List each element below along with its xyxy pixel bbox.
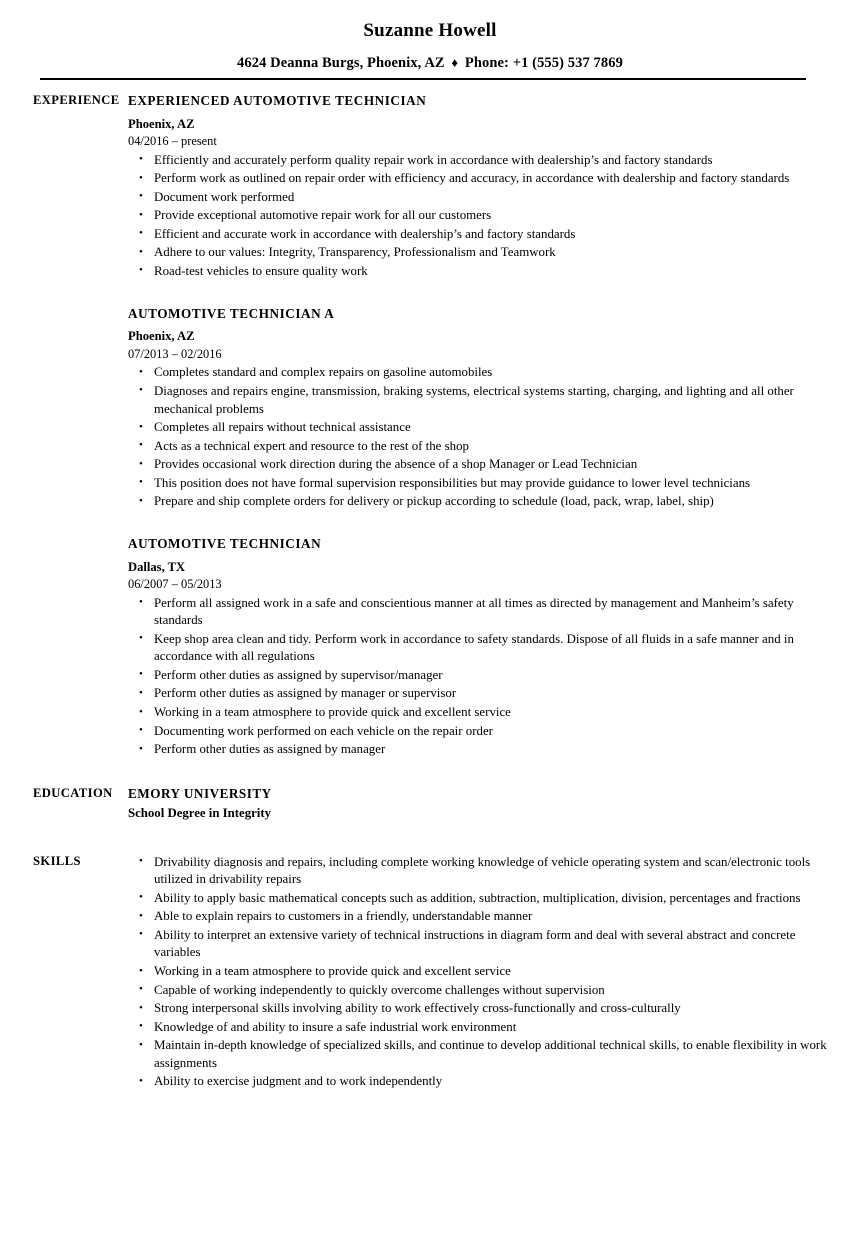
experience-entry bbox=[128, 535, 836, 759]
candidate-name: Suzanne Howell bbox=[363, 20, 497, 41]
job-responsibilities bbox=[128, 364, 836, 510]
list-item: • Perform other duties as assigned by manager bbox=[128, 741, 836, 759]
list-item: • Perform other duties as assigned by supervisor/manager bbox=[128, 667, 836, 685]
list-item: • Provides occasional work direction during the absence of a shop Manager or Lead Technician bbox=[128, 456, 836, 474]
skills-bullets bbox=[128, 854, 836, 1091]
list-item: • Able to explain repairs to customers in a friendly, understandable manner bbox=[128, 908, 836, 926]
job-title: AUTOMOTIVE TECHNICIAN bbox=[128, 535, 322, 551]
list-item: • Perform work as outlined on repair order with efficiency and accuracy, in accordance with dealership and factory standards bbox=[128, 170, 836, 188]
skills-list bbox=[128, 852, 860, 1091]
list-item: • Capable of working independently to quickly overcome challenges without supervision bbox=[128, 982, 836, 1000]
list-item: • Working in a team atmosphere to provide quick and excellent service bbox=[128, 963, 836, 981]
list-item: • Adhere to our values: Integrity, Transparency, Professionalism and Teamwork bbox=[128, 244, 836, 262]
list-item: • Document work performed bbox=[128, 189, 836, 207]
contact-address: 4624 Deanna Burgs, Phoenix, AZ bbox=[237, 54, 445, 71]
job-location: Phoenix, AZ bbox=[128, 116, 195, 131]
list-item: • Perform all assigned work in a safe and conscientious manner at all times as directed by management and Manheim’s safety standards bbox=[128, 595, 836, 630]
list-item: • Prepare and ship complete orders for delivery or pickup according to schedule (load, pack, wrap, label, ship) bbox=[128, 493, 836, 511]
list-item: • Documenting work performed on each vehicle on the repair order bbox=[128, 723, 836, 741]
list-item: • Ability to apply basic mathematical concepts such as addition, subtraction, multiplication, division, percentages and fractions bbox=[128, 890, 836, 908]
experience-entry bbox=[128, 92, 836, 281]
job-responsibilities bbox=[128, 152, 836, 281]
list-item: • Ability to exercise judgment and to work independently bbox=[128, 1073, 836, 1091]
section-label-education: EDUCATION bbox=[33, 785, 113, 800]
list-item: • Road-test vehicles to ensure quality work bbox=[128, 263, 836, 281]
job-dates: 06/2007 – 05/2013 bbox=[128, 576, 222, 591]
list-item: • Knowledge of and ability to insure a safe industrial work environment bbox=[128, 1019, 836, 1037]
list-item: • Provide exceptional automotive repair work for all our customers bbox=[128, 207, 836, 225]
job-responsibilities bbox=[128, 595, 836, 759]
list-item: • Strong interpersonal skills involving ability to work effectively cross-functionally and cross-culturally bbox=[128, 1000, 836, 1018]
resume-header bbox=[0, 0, 860, 80]
job-dates: 04/2016 – present bbox=[128, 133, 217, 148]
list-item: • Perform other duties as assigned by manager or supervisor bbox=[128, 685, 836, 703]
section-label-experience: EXPERIENCE bbox=[33, 92, 120, 107]
education-degree: School Degree in Integrity bbox=[128, 806, 271, 821]
list-item: • Efficiently and accurately perform quality repair work in accordance with dealership’s and factory standards bbox=[128, 152, 836, 170]
education-list bbox=[128, 785, 860, 823]
list-item: • Keep shop area clean and tidy. Perform work in accordance to safety standards. Dispose of all fluids in a safe manner and in accordance with all regulations bbox=[128, 631, 836, 666]
list-item: • Drivability diagnosis and repairs, including complete working knowledge of vehicle operating system and scan/electronic tools utilized in drivability repairs bbox=[128, 854, 836, 889]
list-item: • Completes all repairs without technical assistance bbox=[128, 419, 836, 437]
list-item: • This position does not have formal supervision responsibilities but may provide guidance to lower level technicians bbox=[128, 475, 836, 493]
experience-list bbox=[128, 92, 860, 759]
contact-line bbox=[0, 55, 860, 72]
list-item: • Diagnoses and repairs engine, transmission, braking systems, electrical systems starting, charging, and lighting and all other mechanical problems bbox=[128, 383, 836, 418]
list-item: • Working in a team atmosphere to provide quick and excellent service bbox=[128, 704, 836, 722]
education-school: EMORY UNIVERSITY bbox=[128, 785, 272, 801]
section-education bbox=[0, 785, 860, 823]
list-item: • Efficient and accurate work in accordance with dealership’s and factory standards bbox=[128, 226, 836, 244]
list-item: • Completes standard and complex repairs on gasoline automobiles bbox=[128, 364, 836, 382]
list-item: • Maintain in-depth knowledge of specialized skills, and continue to develop additional technical skills, to enable flexibility in work assignments bbox=[128, 1037, 836, 1072]
resume-content bbox=[0, 80, 860, 1091]
section-label-skills: SKILLS bbox=[33, 853, 81, 868]
diamond-separator-icon: ♦ bbox=[451, 54, 459, 70]
job-dates: 07/2013 – 02/2016 bbox=[128, 346, 222, 361]
list-item: • Ability to interpret an extensive variety of technical instructions in diagram form and deal with several abstract and concrete variables bbox=[128, 927, 836, 962]
job-title: EXPERIENCED AUTOMOTIVE TECHNICIAN bbox=[128, 92, 427, 108]
list-item: • Acts as a technical expert and resource to the rest of the shop bbox=[128, 438, 836, 456]
section-skills bbox=[0, 852, 860, 1091]
section-experience bbox=[0, 92, 860, 759]
job-location: Phoenix, AZ bbox=[128, 329, 195, 344]
job-location: Dallas, TX bbox=[128, 559, 186, 574]
job-title: AUTOMOTIVE TECHNICIAN A bbox=[128, 305, 335, 321]
contact-phone: Phone: +1 (555) 537 7869 bbox=[464, 54, 623, 71]
experience-entry bbox=[128, 305, 836, 511]
